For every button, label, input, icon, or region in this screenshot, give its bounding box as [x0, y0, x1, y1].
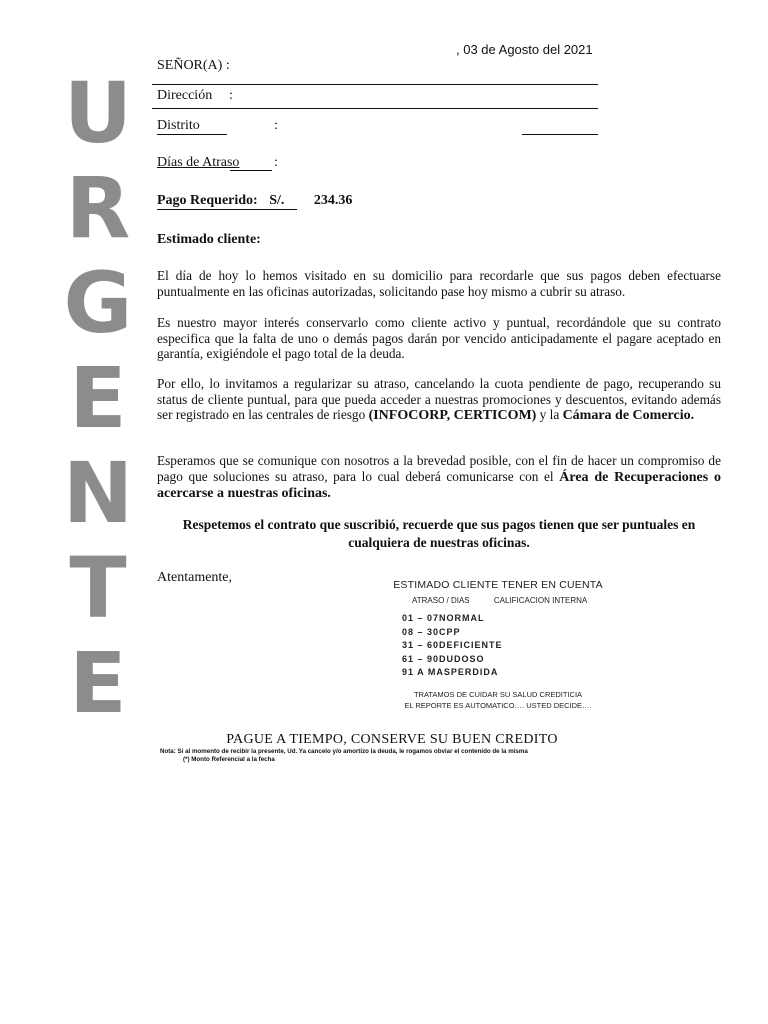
urgente-watermark [62, 66, 134, 731]
paragraph-4 [157, 453, 721, 502]
direccion-label: Dirección [157, 88, 213, 103]
rating-list [402, 613, 616, 681]
rating-item: 01 – 07NORMAL [402, 613, 485, 623]
nota [160, 748, 528, 764]
senor-label: SEÑOR(A) : [157, 58, 230, 73]
col-calificacion: CALIFICACION INTERNA [493, 596, 588, 605]
rating-item: 31 – 60DEFICIENTE [402, 640, 503, 650]
senor-field [157, 58, 598, 80]
watermark-letter: G [63, 254, 133, 352]
nota-line-1: Nota: Si al momento de recibir la presente, Ud. Ya cancelo y/o amortizo la deuda, le rogamos obviar el contenido de la misma [160, 748, 528, 755]
paragraph-1: El día de hoy lo hemos visitado en su domicilio para recordarle que sus pagos deben efectuarse puntualmente en las oficinas autorizadas, solicitando pase hoy mismo a cubrir su atraso. [157, 268, 721, 299]
distrito-colon: : [274, 118, 278, 133]
contract-reminder: Respetemos el contrato que suscribió, recuerde que sus pagos tienen que ser puntuales en cualquiera de nuestras oficinas. [182, 517, 696, 550]
dias-atraso-label: Días de Atraso [157, 155, 240, 170]
box-footer [380, 689, 616, 711]
distrito-underline-a [157, 134, 227, 135]
distrito-underline-b [522, 134, 598, 135]
watermark-letter: E [69, 634, 127, 732]
pago-currency: S/. [269, 193, 285, 208]
distrito-label: Distrito [157, 118, 200, 133]
closing: Atentamente, [157, 570, 233, 585]
area-recuperaciones: Área de Recuperaciones o acercarse a nuestras oficinas. [157, 469, 721, 501]
senor-underline [152, 84, 598, 85]
paragraph-2: Es nuestro mayor interés conservarlo como cliente activo y puntual, recordándole que su contrato especifica que la falta de uno o demás pagos darán por vencido anticipadamente el pagare aceptado en garantía, exigiéndole el pago total de la deuda. [157, 315, 721, 361]
dias-atraso-underline [230, 170, 272, 171]
risk-centrals: (INFOCORP, CERTICOM) [368, 408, 537, 423]
dias-atraso-field [157, 155, 598, 177]
watermark-letter: T [69, 539, 127, 637]
paragraph-4-text: Esperamos que se comunique con nosotros a la brevedad posible, con el fin de hacer un compromiso de pago que soluciones su atraso, para lo cual deberá comunicarse con el [157, 453, 721, 484]
direccion-underline [152, 108, 598, 109]
watermark-letter: U [63, 64, 133, 162]
paragraph-3-text-b: y la [536, 407, 563, 422]
watermark-letter: R [65, 159, 131, 257]
camara-comercio: Cámara de Comercio. [562, 408, 695, 423]
watermark-letter: N [62, 444, 134, 542]
box-foot-line-1: TRATAMOS DE CUIDAR SU SALUD CREDITICIA [413, 689, 583, 699]
col-atraso: ATRASO / DIAS [412, 596, 470, 605]
paragraph-3-text: Por ello, lo invitamos a regularizar su atraso, cancelando la cuota pendiente de pago, recuperando su status de cliente puntual, para que pueda acceder a nuestras promociones y descuentos, evitando además ser registrado en las centrales de riesgo [157, 376, 721, 422]
paragraph-3 [157, 376, 721, 424]
rating-item: 61 – 90DUDOSO [402, 653, 485, 664]
nota-line-2: (*) Monto Referencial a la fecha [183, 756, 275, 763]
greeting: Estimado cliente: [157, 232, 261, 247]
dias-atraso-colon: : [274, 155, 278, 170]
pago-label: Pago Requerido: [157, 193, 258, 208]
slogan: PAGUE A TIEMPO, CONSERVE SU BUEN CREDITO [226, 732, 558, 747]
direccion-field [157, 88, 598, 110]
box-foot-line-2: EL REPORTE ES AUTOMATICO…. USTED DECIDE…. [404, 700, 592, 710]
watermark-letter: E [69, 349, 127, 447]
box-columns [412, 596, 616, 605]
letter-date: , 03 de Agosto del 2021 [456, 42, 593, 57]
pago-amount: 234.36 [313, 193, 353, 208]
box-title: ESTIMADO CLIENTE TENER EN CUENTA [393, 579, 603, 591]
credit-rating-box [380, 579, 616, 711]
direccion-colon: : [229, 88, 233, 103]
pago-underline [157, 209, 297, 210]
rating-item: 91 A MASPERDIDA [402, 667, 499, 677]
distrito-field [157, 118, 598, 140]
pago-requerido [157, 193, 352, 209]
rating-item: 08 – 30CPP [402, 626, 461, 637]
